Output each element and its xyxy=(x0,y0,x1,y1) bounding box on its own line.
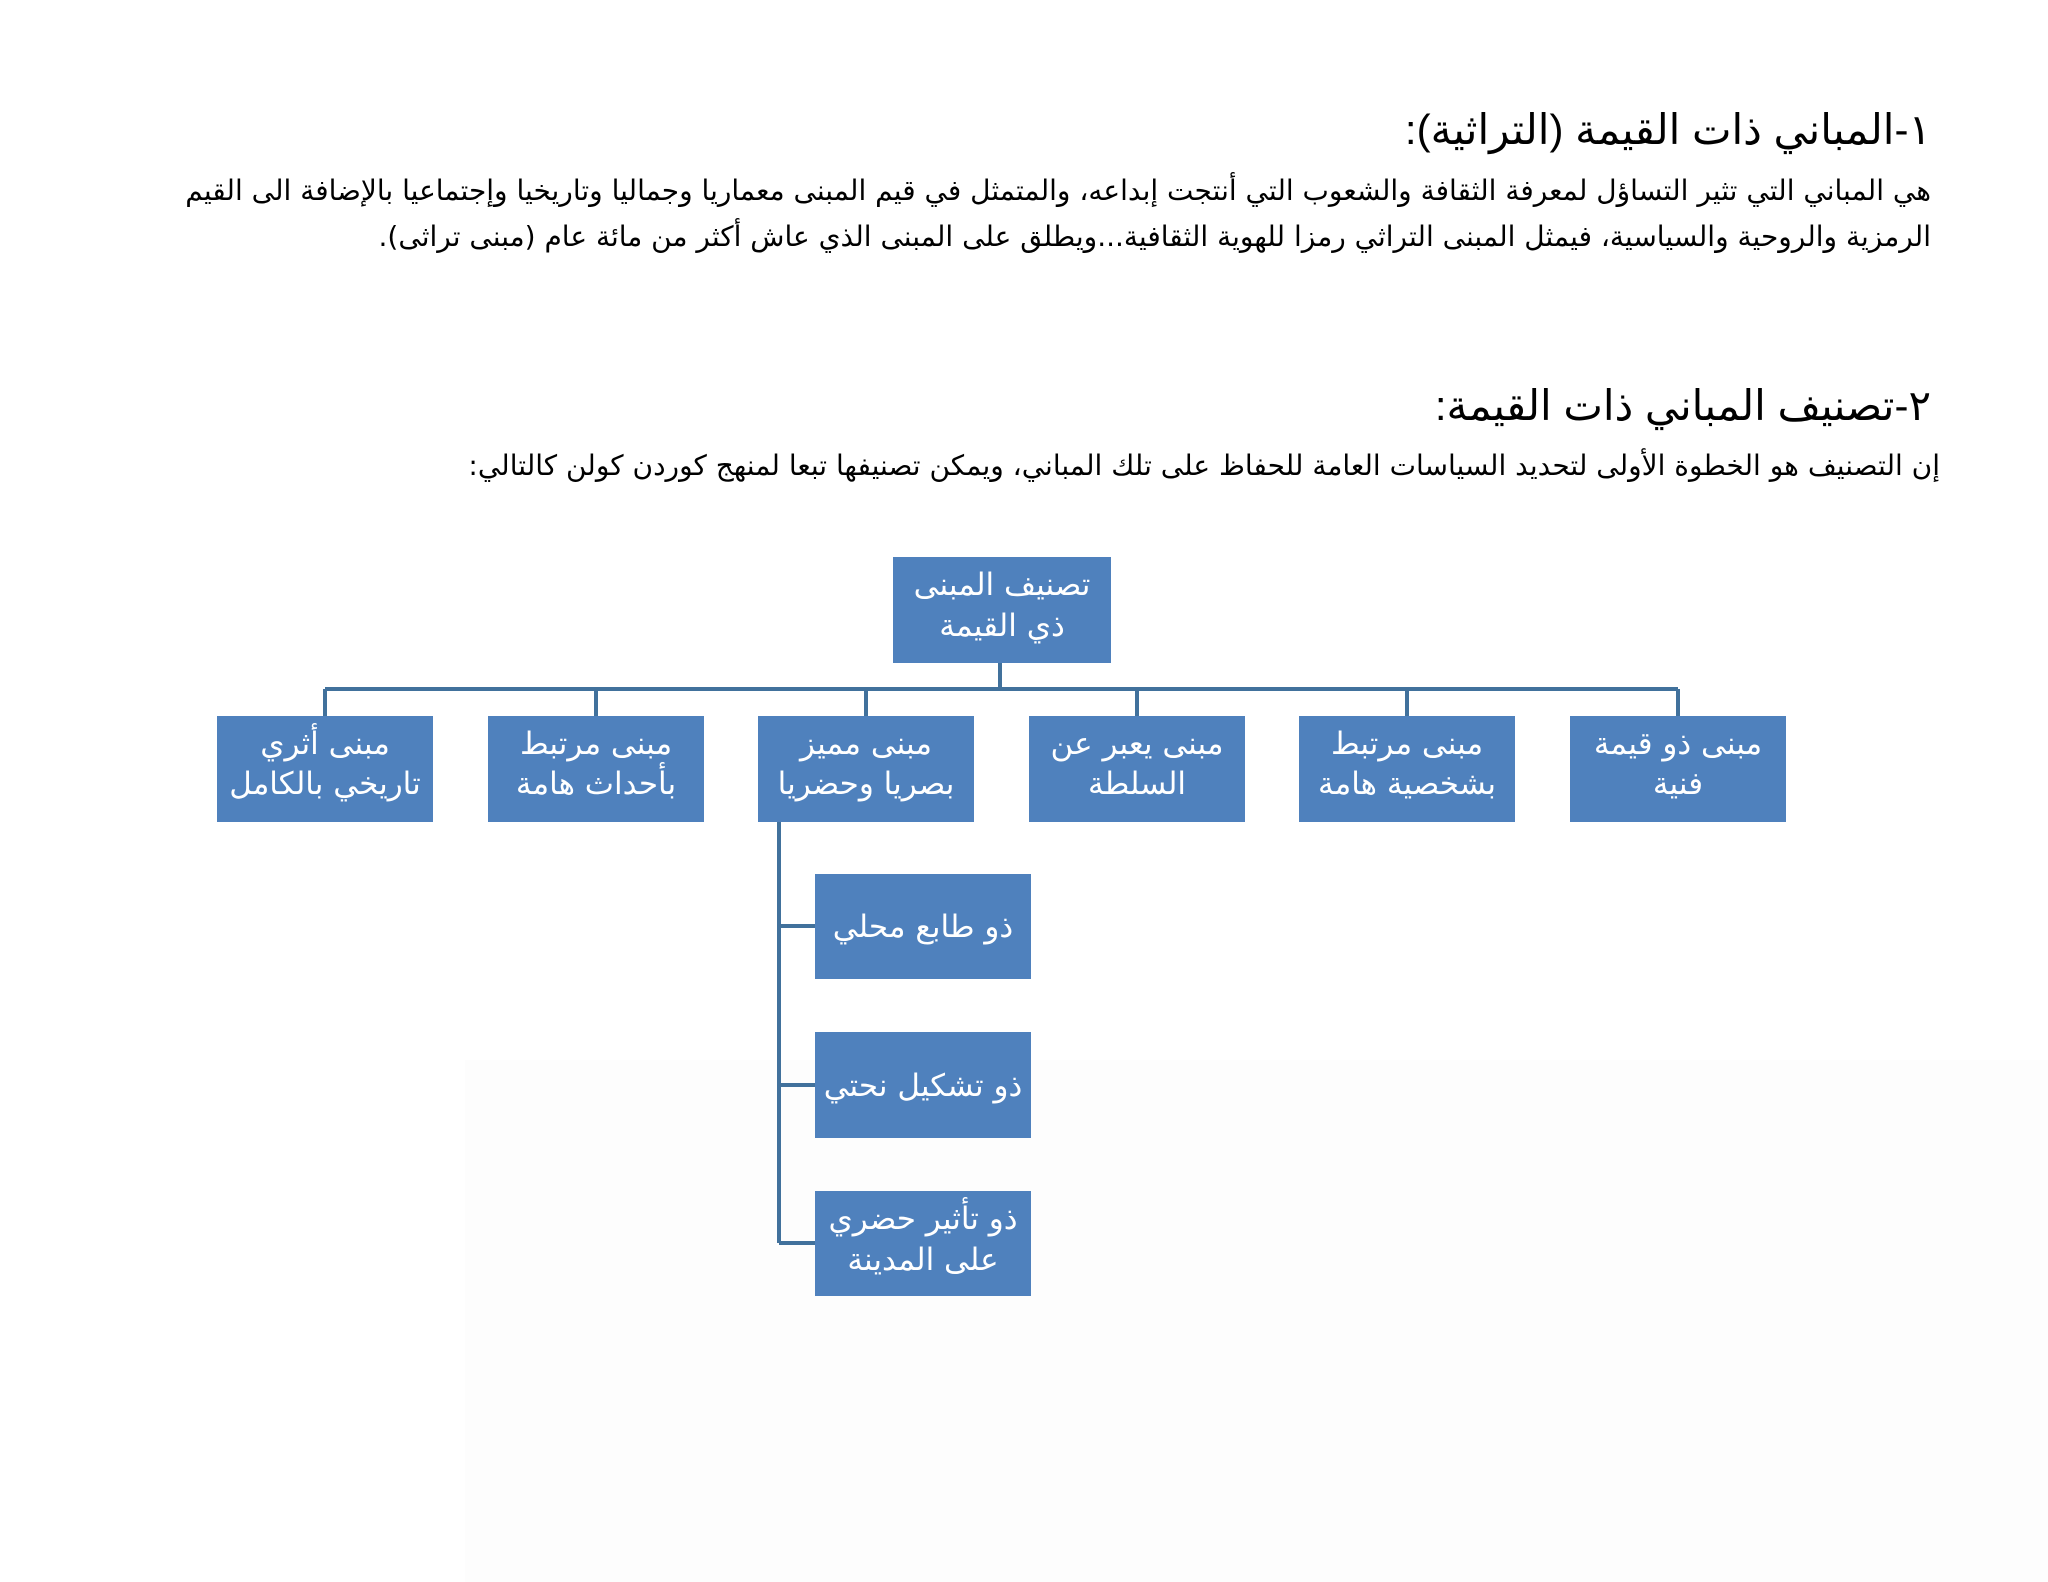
sub-node-1-line-1: ذو طابع محلي xyxy=(832,909,1014,945)
child-node-4-line-2: بصريا وحضريا xyxy=(777,766,955,802)
sub-node-urban-impact xyxy=(815,1191,1031,1296)
sub-node-local-character xyxy=(815,874,1031,979)
child-node-6-line-2: تاريخي بالكامل xyxy=(229,766,421,802)
child-node-1-line-2: فنية xyxy=(1652,766,1704,802)
root-node-line-1: تصنيف المبنى xyxy=(913,567,1091,603)
child-node-historic xyxy=(217,716,433,822)
child-node-5-line-2: بأحداث هامة xyxy=(515,766,677,802)
root-node xyxy=(893,557,1111,663)
child-node-5-line-1: مبنى مرتبط xyxy=(519,726,673,762)
child-node-3-line-1: مبنى يعبر عن xyxy=(1050,726,1224,762)
child-node-2-line-2: بشخصية هامة xyxy=(1317,766,1497,802)
section-1-heading: ١-المباني ذات القيمة (التراثية): xyxy=(1404,106,1931,153)
child-node-2-line-1: مبنى مرتبط xyxy=(1330,726,1484,762)
sub-node-3-line-2: على المدينة xyxy=(847,1242,999,1278)
child-node-important-events xyxy=(488,716,704,822)
child-node-art-value xyxy=(1570,716,1786,822)
section-2-paragraph: إن التصنيف هو الخطوة الأولى لتحديد السياسات العامة للحفاظ على تلك المباني، ويمكن تصنيفها تبعا لمنهج كوردن كولن كالتالي: xyxy=(468,449,1940,482)
child-node-authority xyxy=(1029,716,1245,822)
section-2-heading: ٢-تصنيف المباني ذات القيمة: xyxy=(1434,382,1931,429)
child-node-4-line-1: مبنى مميز xyxy=(800,726,932,762)
child-node-important-person xyxy=(1299,716,1515,822)
root-node-line-2: ذي القيمة xyxy=(939,608,1065,644)
child-node-1-line-1: مبنى ذو قيمة xyxy=(1593,726,1763,762)
sub-node-3-line-1: ذو تأثير حضري xyxy=(828,1201,1018,1237)
child-node-visual-urban xyxy=(758,716,974,822)
sub-node-2-line-1: ذو تشكيل نحتي xyxy=(823,1068,1023,1104)
child-node-3-line-2: السلطة xyxy=(1087,766,1187,802)
sub-node-sculptural xyxy=(815,1032,1031,1138)
child-node-6-line-1: مبنى أثري xyxy=(260,726,390,762)
section-1-paragraph: هي المباني التي تثير التساؤل لمعرفة الثقافة والشعوب التي أنتجت إبداعه، والمتمثل في قيم المبنى معماريا وجماليا وتاريخيا وإجتماعيا بالإضافة الى القيم الرمزية والروحية والسياسية، فيمثل المبنى التراثي رمزا للهوية الثقافية...ويطلق على المبنى الذي عاش أكثر من مائة عام (مبنى تراثى). xyxy=(185,174,1931,253)
